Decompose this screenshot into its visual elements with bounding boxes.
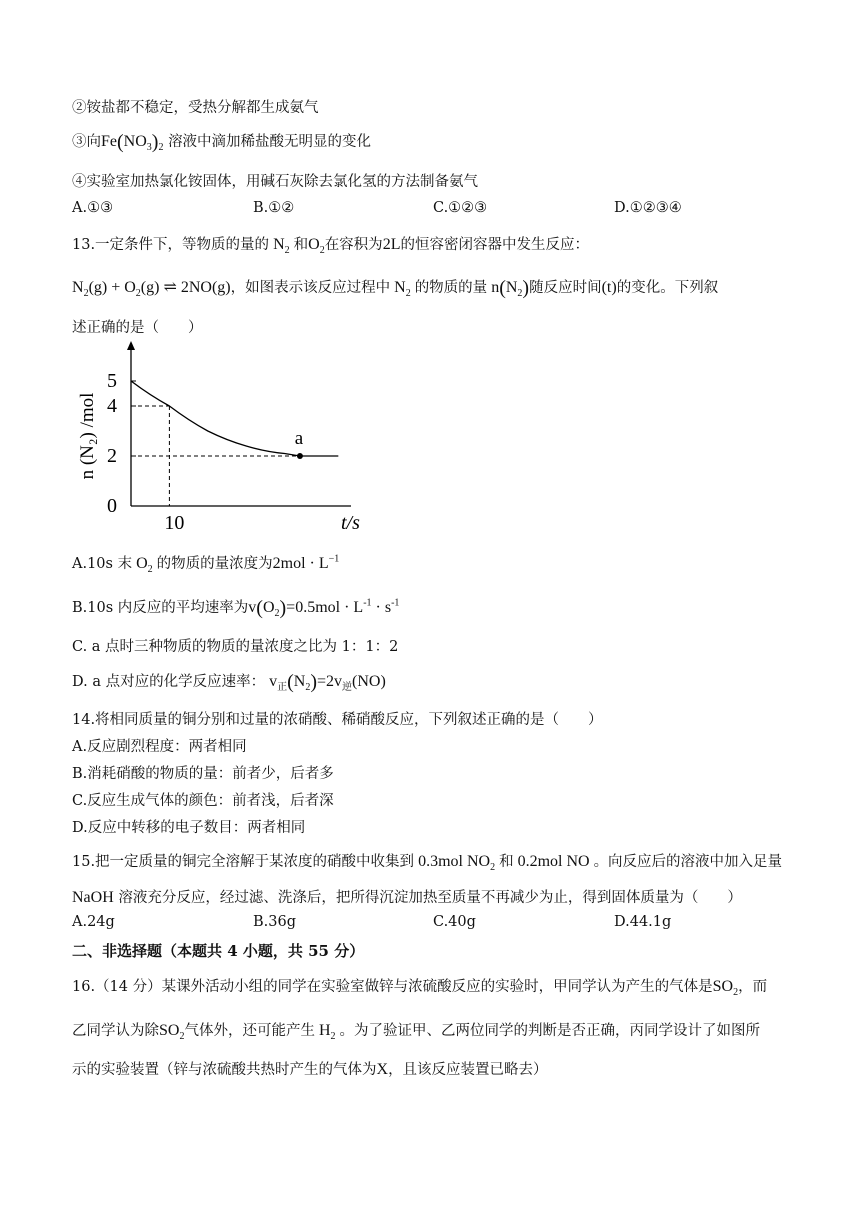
- q13-option-c[interactable]: C. a 点时三种物质的物质的量浓度之比为 1：1：2: [72, 639, 399, 655]
- q15-option-a[interactable]: A.24g: [72, 914, 115, 930]
- no2-amount-value: 0.3mol: [418, 853, 463, 870]
- naoh-formula: NaOH: [72, 889, 114, 906]
- reaction-equation: $N_2(g) + O_2(g)$ ⇌ 2NO(g): [72, 279, 231, 300]
- q12-option-a[interactable]: A.①③: [72, 200, 114, 216]
- h2-formula: $H_2$: [314, 1022, 336, 1043]
- q13-option-d-prefix: D. a 点对应的化学反应速率：: [72, 674, 266, 690]
- no-amount: 0.2mol NO: [517, 853, 594, 870]
- y-tick-label: 4: [107, 395, 117, 417]
- q13-option-b[interactable]: [72, 596, 399, 620]
- q13-stem-line-3: 述正确的是（ ）: [72, 320, 203, 336]
- so2-formula-2: $SO_2$: [159, 1022, 185, 1043]
- so2-formula: $SO_2$: [712, 978, 739, 999]
- q13-option-d[interactable]: [72, 670, 386, 694]
- q14-option-a[interactable]: A.反应剧烈程度：两者相同: [72, 739, 247, 755]
- o2-formula-a: $O_2$: [132, 555, 153, 576]
- subscript-zheng: 正: [277, 682, 288, 694]
- q13-stem-line-2: [72, 276, 718, 300]
- o2-formula: $O_2$: [308, 236, 325, 257]
- y-tick-label: 5: [107, 370, 117, 392]
- n2-formula: $N_2$: [269, 236, 290, 257]
- q16-stem-yi: 乙同学认为除: [72, 1023, 159, 1039]
- q12-statement-3-prefix: ③向: [72, 134, 101, 150]
- q12-option-d[interactable]: D.①②③④: [614, 200, 682, 216]
- q12-statement-2: ②铵盐都不稳定，受热分解都生成氨气: [72, 100, 319, 116]
- section-2-heading: 二、非选择题（本题共 4 小题，共 55 分）: [72, 942, 365, 960]
- y-tick-label: 2: [107, 445, 117, 467]
- q16-stem-gas: 气体外，还可能产生: [184, 1023, 315, 1039]
- time-variable: (t): [601, 279, 617, 296]
- q12-statement-4: ④实验室加热氯化铵固体，用碱石灰除去氯化氢的方法制备氨气: [72, 174, 478, 190]
- q15-option-d[interactable]: D.44.1g: [614, 914, 672, 930]
- q13-stem-change: 的变化。下列叙: [616, 280, 719, 296]
- volume-value: 2L: [382, 236, 401, 253]
- q13-stem-and: 和: [293, 237, 309, 253]
- x-tick-label: 10: [164, 512, 185, 534]
- n-n2-expression: $n(N_2)$: [487, 277, 530, 300]
- q16-stem-apparatus: 示的实验装置（锌与浓硫酸共热时产生的气体为: [72, 1062, 377, 1078]
- annotation-a: a: [294, 428, 304, 449]
- q13-option-a-value: $2mol \cdot L^{-1}$: [272, 553, 340, 572]
- q13-option-d-no: (NO): [352, 673, 386, 690]
- q12-statement-3-suffix: 溶液中滴加稀盐酸无明显的变化: [168, 134, 372, 150]
- q13-stem-time: 随反应时间: [529, 280, 602, 296]
- point-a: [297, 453, 303, 459]
- q13-stem-volume-post: 的恒容密闭容器中发生反应：: [400, 237, 589, 253]
- q13-option-b-prefix: B.10s 内反应的平均速率为: [72, 600, 249, 616]
- q12-option-c[interactable]: C.①②③: [433, 200, 488, 216]
- q13-option-d-equals: =2v: [317, 673, 343, 690]
- q13-option-a-prefix: A.10s 末: [72, 556, 133, 572]
- q16-stem-line-1: [72, 975, 767, 998]
- q15-stem-line-1: [72, 850, 782, 873]
- q15-stem-process: 溶液充分反应，经过滤、洗涤后，把所得沉淀加热至质量不再减少为止，得到固体质量为（ ）: [118, 890, 742, 906]
- q12-statement-3: [72, 130, 371, 154]
- gas-x: X: [376, 1061, 389, 1078]
- q13-stem-volume-pre: 在容积为: [324, 237, 383, 253]
- n2-curve: [131, 381, 338, 456]
- n2-formula-2: $N_2$: [390, 279, 411, 300]
- q13-option-b-unit: =0.5mol · L: [286, 599, 364, 616]
- fe-no3-2-formula: $Fe(NO_3)_2$: [101, 131, 164, 154]
- q16-stem-verify: 。为了验证甲、乙两位同学的判断是否正确，丙同学设计了如图所: [339, 1023, 761, 1039]
- q13-option-d-expression: $v_正(N_2)=2v_逆(NO)$: [265, 671, 386, 694]
- q13-option-b-rate: $v(O_2)=0.5mol \cdot L^{-1} \cdot s^{-1}$: [248, 597, 400, 620]
- no-amount-value: 0.2mol: [517, 853, 563, 870]
- no2-amount: 0.3mol $NO_2$: [418, 853, 496, 874]
- q13-stem-amount: 的物质的量: [414, 280, 488, 296]
- q15-stem-line-2: [72, 886, 742, 907]
- y-axis-label: n (N₂) /mol: [77, 392, 98, 480]
- x-axis-label: t/s: [341, 512, 360, 534]
- y-axis-arrow: [127, 341, 135, 350]
- q14-stem: 14.将相同质量的铜分别和过量的浓硝酸、稀硝酸反应，下列叙述正确的是（ ）: [72, 712, 603, 728]
- subscript-ni: 逆: [342, 682, 353, 694]
- n2-time-chart: [76, 336, 366, 536]
- q15-option-b[interactable]: B.36g: [253, 914, 296, 930]
- q15-stem-add: 。向反应后的溶液中加入足量: [593, 854, 783, 870]
- q15-stem-text: 15.把一定质量的铜完全溶解于某浓度的硝酸中收集到: [72, 854, 415, 870]
- q16-stem-but: ，而: [738, 979, 768, 995]
- q13-stem-text: 13.一定条件下，等物质的量的: [72, 237, 270, 253]
- q13-stem-line-1: [72, 233, 589, 256]
- q13-option-a[interactable]: [72, 552, 339, 575]
- q16-stem-text: 16.（14 分）某课外活动小组的同学在实验室做锌与浓硫酸反应的实验时，甲同学认为产生的气体是: [72, 979, 713, 995]
- q14-option-c[interactable]: C.反应生成气体的颜色：前者浅，后者深: [72, 793, 334, 809]
- q16-stem-line-2: [72, 1019, 760, 1042]
- q14-option-b[interactable]: B.消耗硝酸的物质的量：前者少，后者多: [72, 766, 334, 782]
- q14-option-d[interactable]: D.反应中转移的电子数目：两者相同: [72, 820, 306, 836]
- q15-option-c[interactable]: C.40g: [433, 914, 476, 930]
- q13-option-a-unit: 2mol · L: [272, 555, 329, 572]
- q15-stem-and: 和: [499, 854, 514, 870]
- y-tick-label: 0: [107, 495, 117, 517]
- q12-option-b[interactable]: B.①②: [253, 200, 295, 216]
- q16-stem-omitted: ，且该反应装置已略去）: [388, 1062, 548, 1078]
- q13-stem-figure-ref: ，如图表示该反应过程中: [230, 280, 391, 296]
- q16-stem-line-3: [72, 1058, 548, 1079]
- q13-option-a-middle: 的物质的量浓度为: [156, 556, 273, 572]
